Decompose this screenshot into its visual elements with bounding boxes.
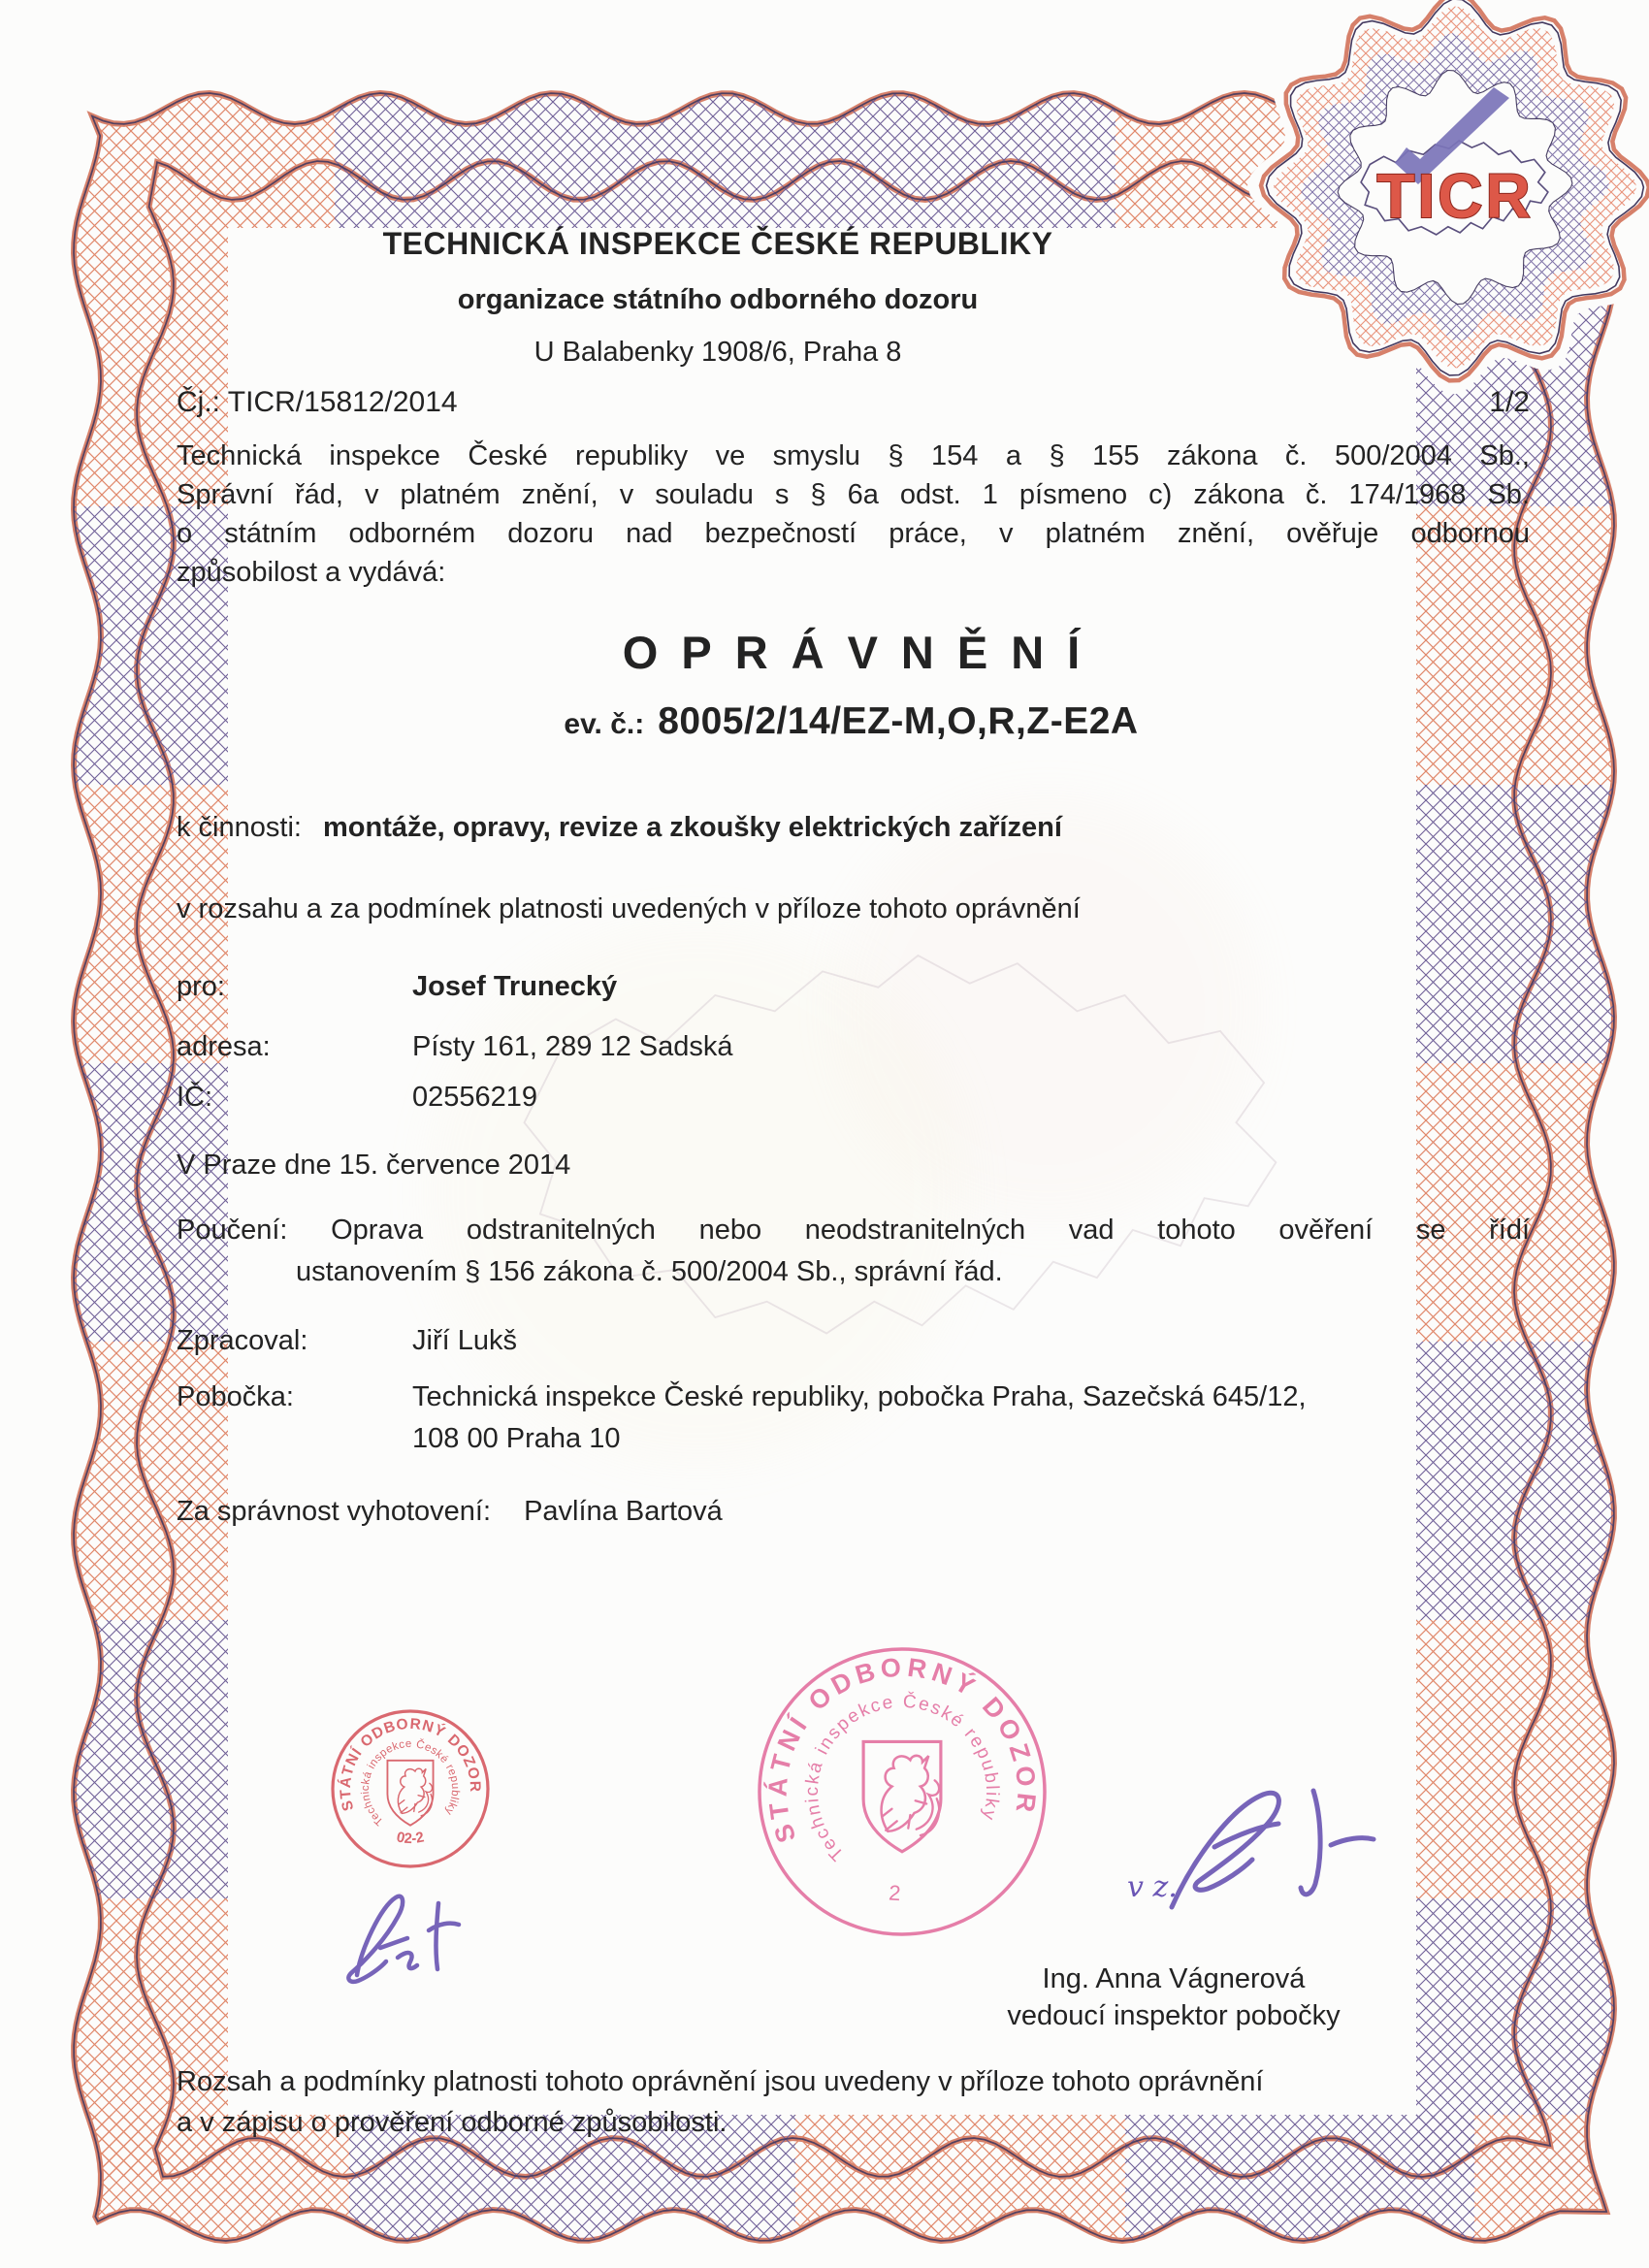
ev-number: 8005/2/14/EZ-M,O,R,Z-E2A [658, 700, 1139, 742]
document-title: OPRÁVNĚNÍ [622, 627, 1104, 678]
correctness-value: Pavlína Bartová [524, 1496, 723, 1527]
stamp-large-bottom-text: 2 [888, 1880, 902, 1906]
signatory-role: vedoucí inspektor pobočky [1007, 2000, 1341, 2031]
intro-line: Správní řád, v platném znění, v souladu s § 6a odst. 1 písmeno c) zákona č. 174/1968 Sb. [177, 479, 1530, 510]
stamp-small-bottom-text: 02-2 [395, 1829, 426, 1848]
branch-line: 108 00 Praha 10 [412, 1423, 621, 1454]
svg-text:02-2 [395, 1829, 425, 1847]
intro-line: způsobilost a vydává: [177, 557, 446, 588]
activity-label: k činnosti: [177, 812, 302, 843]
footer-line: Rozsah a podmínky platnosti tohoto oprávnění jsou uvedeny v příloze tohoto oprávnění [177, 2066, 1264, 2097]
notice-line: ustanovením § 156 zákona č. 500/2004 Sb., správní řád. [296, 1256, 1003, 1287]
issued-line: V Praze dne 15. července 2014 [177, 1150, 571, 1181]
branch-line: Technická inspekce České republiky, pobočka Praha, Sazečská 645/12, [412, 1381, 1307, 1412]
activity-value: montáže, opravy, revize a zkoušky elektrických zařízení [323, 812, 1062, 843]
ref-number: Čj.: TICR/15812/2014 [177, 386, 458, 418]
scope-line: v rozsahu a za podmínek platnosti uvedených v příloze tohoto oprávnění [177, 893, 1081, 924]
stamp-small-inner-text: Technická inspekce České republiky [359, 1737, 462, 1828]
stamp-large-ring-text: STÁTNÍ ODBORNÝ DOZOR [762, 1652, 1042, 1847]
svg-text:2 [888, 1880, 901, 1905]
ev-label: ev. č.: [564, 708, 645, 740]
signature-note: v z. [1127, 1870, 1178, 1904]
holder-ic-label: IČ: [177, 1082, 213, 1113]
holder-pro-label: pro: [177, 971, 225, 1002]
stamp-small [328, 1706, 488, 1866]
processed-label: Zpracoval: [177, 1325, 308, 1356]
correctness-label: Za správnost vyhotovení: [177, 1496, 491, 1527]
notice-line: Poučení: Oprava odstranitelných nebo neodstranitelných vad tohoto ověření se řídí [177, 1215, 1530, 1246]
holder-name: Josef Trunecký [412, 971, 618, 1002]
org-subtitle: organizace státního odborného dozoru [457, 284, 979, 315]
signature-right [1172, 1791, 1374, 1907]
page-number: 1/2 [1489, 386, 1530, 418]
branch-label: Pobočka: [177, 1381, 294, 1412]
footer-line: a v zápisu o prověření odborné způsobilosti. [177, 2107, 728, 2138]
processed-value: Jiří Lukš [412, 1325, 517, 1356]
logo-text: TICR [1376, 161, 1534, 231]
holder-address-label: adresa: [177, 1031, 271, 1062]
holder-address: Písty 161, 289 12 Sadská [412, 1031, 733, 1062]
intro-line: Technická inspekce České republiky ve smyslu § 154 a § 155 zákona č. 500/2004 Sb., [177, 440, 1530, 471]
stamp-small-ring-text: STÁTNÍ ODBORNÝ DOZOR [337, 1715, 484, 1813]
org-name: TECHNICKÁ INSPEKCE ČESKÉ REPUBLIKY [382, 226, 1053, 261]
stamp-large-inner-text: Technická inspekce České republiky [801, 1691, 1003, 1864]
org-address: U Balabenky 1908/6, Praha 8 [534, 337, 902, 368]
signature-left [348, 1896, 459, 1982]
stamp-large [749, 1639, 1045, 1934]
holder-ic: 02556219 [412, 1082, 538, 1113]
intro-line: o státním odborném dozoru nad bezpečností práce, v platném znění, ověřuje odbornou [177, 518, 1530, 549]
signatory-name: Ing. Anna Vágnerová [1042, 1963, 1306, 1994]
